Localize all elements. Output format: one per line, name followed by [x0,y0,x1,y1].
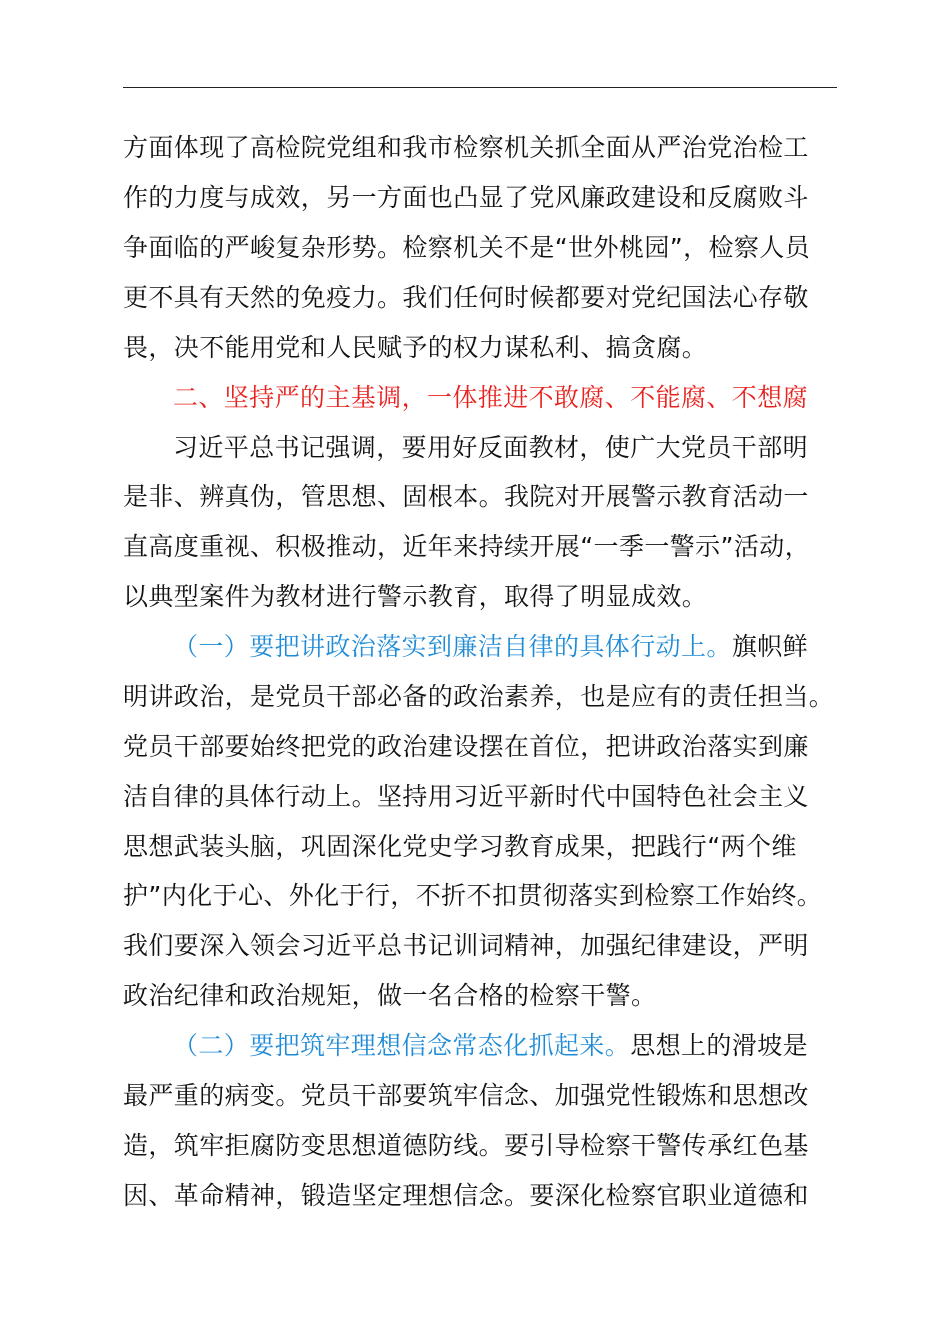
body-line-5: 畏，决不能用党和人民赋予的权力谋私利、搞贪腐。 [123,333,708,362]
body-line-10: 以典型案件为教材进行警示教育，取得了明显成效。 [123,582,708,611]
body-line-14: 洁自律的具体行动上。坚持用习近平新时代中国特色社会主义 [123,782,809,811]
body-line-16: 护”内化于心、外化于行，不折不扣贯彻落实到检察工作始终。 [123,881,823,910]
body-line-15: 思想武装头脑，巩固深化党史学习教育成果，把践行“两个维 [123,832,797,861]
body-line-18: 政治纪律和政治规矩，做一名合格的检察干警。 [123,981,657,1010]
body-line-9: 直高度重视、积极推动，近年来持续开展“一季一警示”活动， [123,532,811,561]
subheading-1: （一）要把讲政治落实到廉洁自律的具体行动上。 [173,632,732,661]
subheading-2: （二）要把筑牢理想信念常态化抓起来。 [173,1031,631,1060]
body-line-17: 我们要深入领会习近平总书记训词精神，加强纪律建设，严明 [123,931,809,960]
body-line-1: 方面体现了高检院党组和我市检察机关抓全面从严治党治检工 [123,133,809,162]
body-line-4: 更不具有天然的免疫力。我们任何时候都要对党纪国法心存敬 [123,283,809,312]
body-line-8: 是非、辨真伪，管思想、固根本。我院对开展警示教育活动一 [123,482,809,511]
body-line-21: 造，筑牢拒腐防变思想道德防线。要引导检察干警传承红色基 [123,1131,809,1160]
body-line-13: 党员干部要始终把党的政治建设摆在首位，把讲政治落实到廉 [123,732,809,761]
body-line-2: 作的力度与成效，另一方面也凸显了党风廉政建设和反腐败斗 [123,183,809,212]
body-line-3: 争面临的严峻复杂形势。检察机关不是“世外桃园”，检察人员 [123,233,811,262]
body-line-7: 习近平总书记强调，要用好反面教材，使广大党员干部明 [173,433,809,462]
subheading-line-2: （二）要把筑牢理想信念常态化抓起来。思想上的滑坡是 [173,1031,809,1060]
header-rule [123,87,837,88]
subheading-line-1: （一）要把讲政治落实到廉洁自律的具体行动上。旗帜鲜 [173,632,809,661]
section-heading-2: 二、坚持严的主基调，一体推进不敢腐、不能腐、不想腐 [173,383,809,412]
body-line-22: 因、革命精神，锻造坚定理想信念。要深化检察官职业道德和 [123,1181,809,1210]
body-line-12: 明讲政治，是党员干部必备的政治素养，也是应有的责任担当。 [123,682,835,711]
body-line-20: 最严重的病变。党员干部要筑牢信念、加强党性锻炼和思想改 [123,1081,809,1110]
